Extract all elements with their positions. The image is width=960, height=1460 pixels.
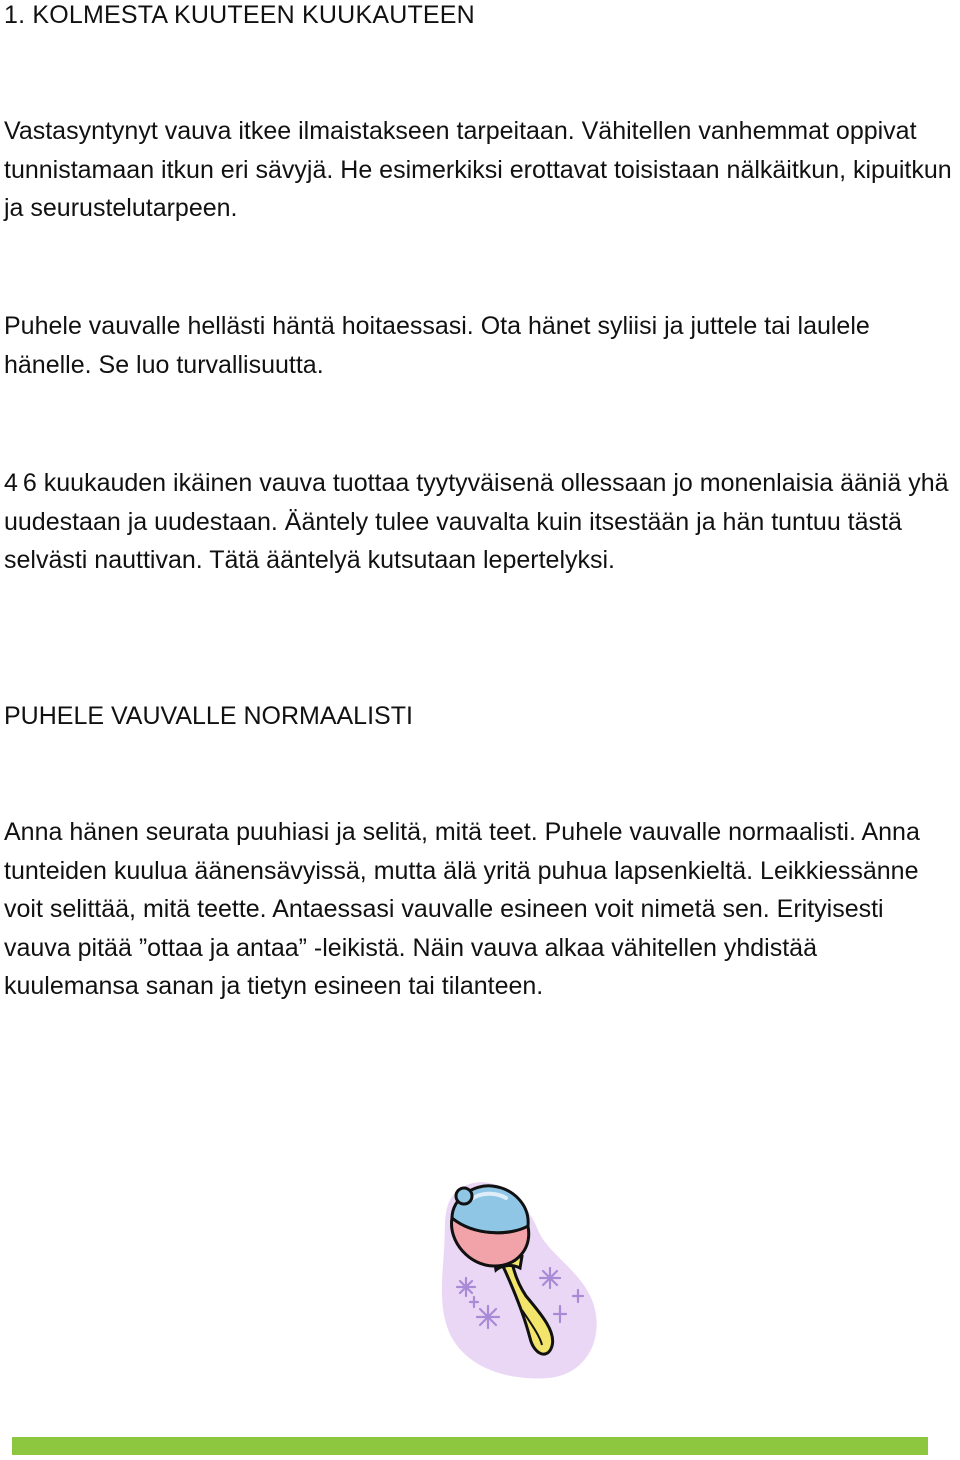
section-subheading: PUHELE VAUVALLE NORMAALISTI: [4, 702, 413, 730]
paragraph-talk-normally: Anna hänen seurata puuhiasi ja selitä, mitä teet. Puhele vauvalle normaalisti. Anna tunteiden kuulua äänensävyissä, mutta älä yritä puhua lapsenkieltä. Leikkiessänne voit selittää, mitä teette. Antaessasi vauvalle esineen voit nimetä sen. Erityisesti vauva pitää ”ottaa ja antaa” -leikistä. Näin vauva alkaa vähitellen yhdistää kuulemansa sanan ja tietyn esineen tai tilanteen.: [4, 818, 920, 1000]
paragraph-talk-gently: Puhele vauvalle hellästi häntä hoitaessasi. Ota hänet syliisi ja juttele tai laulele hänelle. Se luo turvallisuutta.: [4, 312, 870, 379]
footer-bar: [12, 1437, 928, 1455]
page-title: 1. KOLMESTA KUUTEEN KUUKAUTEEN: [4, 1, 475, 29]
paragraph-crying: Vastasyntynyt vauva itkee ilmaistakseen tarpeitaan. Vähitellen vanhemmat oppivat tunnistamaan itkun eri sävyjä. He esimerkiksi erottavat toisistaan nälkäitkun, kipuitkun ja seurustelutarpeen.: [4, 117, 952, 222]
paragraph-babbling: 4 6 kuukauden ikäinen vauva tuottaa tyytyväisenä ollessaan jo monenlaisia ääniä yhä uudestaan ja uudestaan. Ääntely tulee vauvalta kuin itsestään ja hän tuntuu tästä selvästi nauttivan. Tätä ääntelyä kutsutaan lepertelyksi.: [4, 469, 949, 574]
baby-rattle-icon: [430, 1170, 610, 1385]
rattle-knob: [456, 1188, 472, 1204]
